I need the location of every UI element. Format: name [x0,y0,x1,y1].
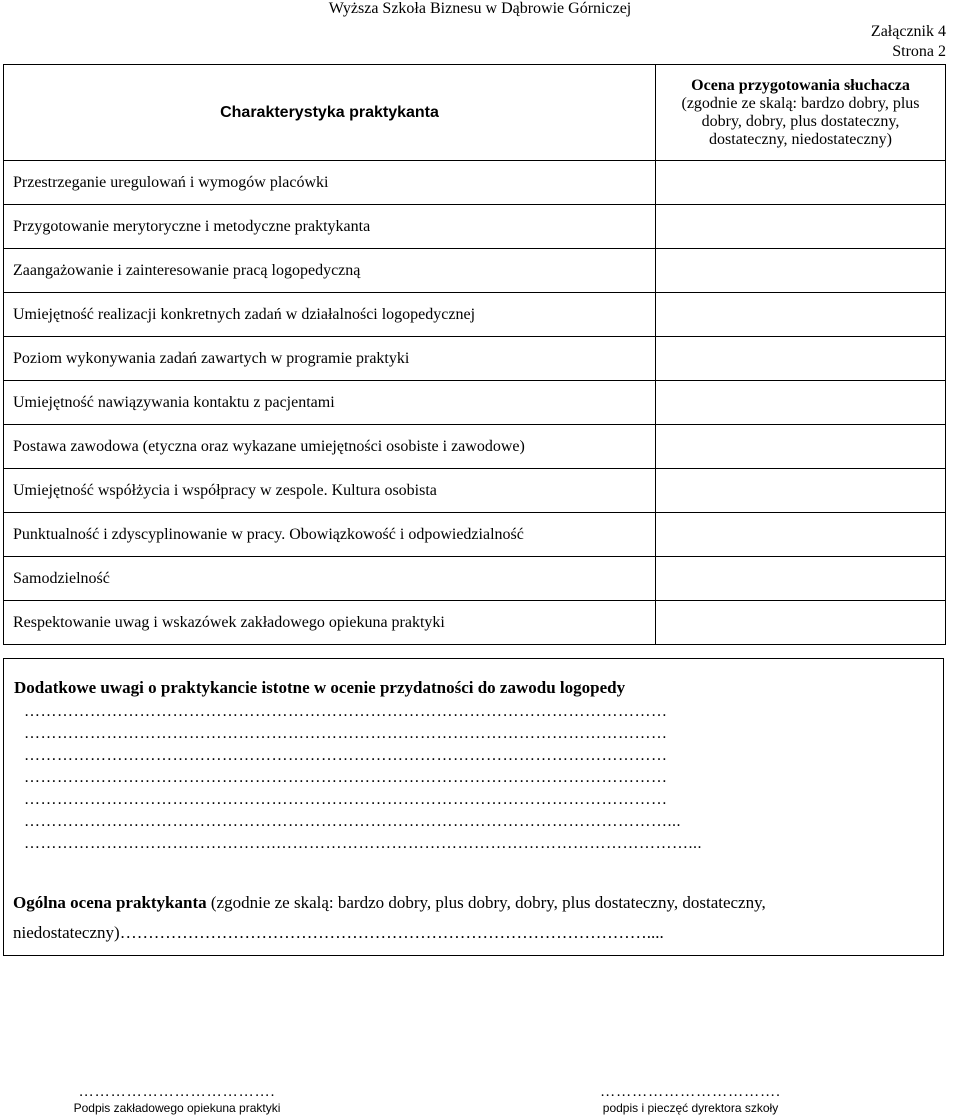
remarks-box [3,658,944,956]
rating-cell[interactable] [656,381,946,425]
table-row [4,249,946,293]
criterion-label: Zaangażowanie i zainteresowanie pracą logopedyczną [4,249,656,293]
rating-cell[interactable] [656,513,946,557]
evaluation-table [3,64,946,645]
remarks-title: Dodatkowe uwagi o praktykancie istotne w ocenie przydatności do zawodu logopedy [14,678,626,697]
remarks-line[interactable]: ……………………………………………………………………………………………………… [24,769,668,786]
remarks-line[interactable]: ………………………………………………………………………………………………………... [24,813,681,830]
rating-header [656,65,946,161]
remarks-line[interactable]: ……………………………………………………………………………………………………… [24,747,668,764]
criterion-label: Umiejętność realizacji konkretnych zadań w działalności logopedycznej [4,293,656,337]
rating-cell[interactable] [656,161,946,205]
table-row [4,469,946,513]
criterion-label: Przygotowanie merytoryczne i metodyczne praktykanta [4,205,656,249]
annex-info [871,22,946,62]
school-name: Wyższa Szkoła Biznesu w Dąbrowie Górniczej [328,0,632,17]
table-row [4,293,946,337]
overall-rating-dots[interactable]: ………………………………………………………………………………….... [119,923,664,942]
table-row [4,337,946,381]
overall-rating-label: Ogólna ocena praktykanta [13,893,207,912]
remarks-line[interactable]: ……………………………………………………………………………………………………… [24,725,668,742]
director-signature [583,1084,798,1115]
supervisor-signature [62,1084,292,1115]
rating-cell[interactable] [656,601,946,645]
page-number: Strona 2 [892,43,946,60]
table-row [4,601,946,645]
criterion-label: Umiejętność nawiązywania kontaktu z pacjentami [4,381,656,425]
overall-rating [13,888,933,948]
supervisor-signature-line[interactable]: ………………………………. [78,1084,276,1100]
remarks-line[interactable]: ……………………………………………………………………………………………………… [24,791,668,808]
director-signature-caption: podpis i pieczęć dyrektora szkoły [602,1101,779,1115]
criterion-label: Przestrzeganie uregulowań i wymogów placówki [4,161,656,205]
rating-cell[interactable] [656,249,946,293]
rating-header-scale: (zgodnie ze skalą: bardzo dobry, plus dobry, dobry, plus dostateczny, dostateczny, niedostateczny) [681,94,920,148]
remarks-line[interactable]: ……………………………………………………………………………………………………… [24,703,668,720]
table-row [4,161,946,205]
criterion-label: Poziom wykonywania zadań zawartych w programie praktyki [4,337,656,381]
overall-rating-scale: (zgodnie ze skalą: bardzo dobry, plus dobry, dobry, plus dostateczny, dostateczny, niedostateczny) [13,893,766,942]
annex-number: Załącznik 4 [870,23,946,40]
table-row [4,513,946,557]
table-header-row [4,65,946,161]
table-row [4,425,946,469]
table-row [4,557,946,601]
supervisor-signature-caption: Podpis zakładowego opiekuna praktyki [73,1101,281,1115]
director-signature-line[interactable]: ……………………………. [600,1084,781,1100]
remarks-line[interactable]: ……………………………………….…………………………………………………………………... [24,835,702,852]
criterion-label: Punktualność i zdyscyplinowanie w pracy. Obowiązkowość i odpowiedzialność [4,513,656,557]
rating-cell[interactable] [656,469,946,513]
criterion-label: Postawa zawodowa (etyczna oraz wykazane umiejętności osobiste i zawodowe) [4,425,656,469]
characteristics-header: Charakterystyka praktykanta [4,65,656,161]
rating-cell[interactable] [656,337,946,381]
rating-header-title: Ocena przygotowania słuchacza [691,76,910,94]
rating-cell[interactable] [656,293,946,337]
criterion-label: Umiejętność współżycia i współpracy w zespole. Kultura osobista [4,469,656,513]
rating-cell[interactable] [656,557,946,601]
rating-cell[interactable] [656,425,946,469]
criterion-label: Respektowanie uwag i wskazówek zakładowego opiekuna praktyki [4,601,656,645]
table-row [4,205,946,249]
criterion-label: Samodzielność [4,557,656,601]
rating-cell[interactable] [656,205,946,249]
table-row [4,381,946,425]
